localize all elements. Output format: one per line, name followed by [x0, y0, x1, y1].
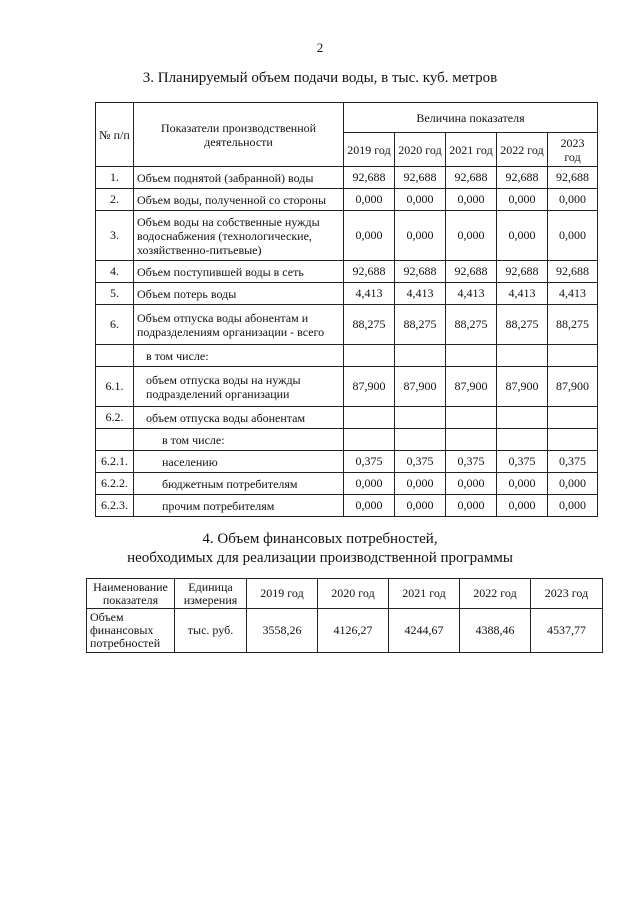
- row-value: 0,000: [548, 189, 598, 211]
- row-number: 6.2.1.: [96, 451, 134, 473]
- row-value: 4126,27: [318, 609, 389, 653]
- table-row: [96, 167, 598, 189]
- header-unit: Единица измерения: [175, 579, 247, 609]
- row-name: объем отпуска воды на нужды подразделений организации: [134, 367, 344, 407]
- row-value: 0,375: [344, 451, 395, 473]
- row-value: 0,375: [395, 451, 446, 473]
- row-value: 92,688: [548, 261, 598, 283]
- row-name: бюджетным потребителям: [134, 473, 344, 495]
- row-value: 0,000: [548, 211, 598, 261]
- row-value: 88,275: [446, 305, 497, 345]
- row-value: [446, 345, 497, 367]
- row-number: 6.2.2.: [96, 473, 134, 495]
- row-number: 4.: [96, 261, 134, 283]
- row-number: 2.: [96, 189, 134, 211]
- header-year: 2021 год: [389, 579, 460, 609]
- row-value: 92,688: [497, 167, 548, 189]
- row-value: 92,688: [395, 167, 446, 189]
- row-value: 4388,46: [460, 609, 531, 653]
- row-value: 0,375: [548, 451, 598, 473]
- row-value: 4,413: [395, 283, 446, 305]
- row-name: Объем поступившей воды в сеть: [134, 261, 344, 283]
- row-value: 92,688: [344, 167, 395, 189]
- table-row: [96, 495, 598, 517]
- row-value: 0,375: [497, 451, 548, 473]
- table-row: [96, 189, 598, 211]
- row-value: [344, 407, 395, 429]
- row-name: Объем отпуска воды абонентам и подразделениям организации - всего: [134, 305, 344, 345]
- row-value: 4537,77: [531, 609, 603, 653]
- row-value: 0,000: [497, 473, 548, 495]
- table-row: [96, 473, 598, 495]
- row-value: [446, 429, 497, 451]
- row-value: 0,000: [497, 211, 548, 261]
- row-number: [96, 345, 134, 367]
- row-value: [548, 429, 598, 451]
- section4-title: [0, 530, 640, 568]
- row-value: 92,688: [497, 261, 548, 283]
- row-value: 0,000: [497, 189, 548, 211]
- table-row: [96, 345, 598, 367]
- row-value: 0,000: [344, 473, 395, 495]
- table-row: [96, 429, 598, 451]
- header-indicators: Показатели производственной деятельности: [134, 103, 344, 167]
- row-number: 5.: [96, 283, 134, 305]
- row-value: 0,000: [446, 189, 497, 211]
- row-value: 4,413: [446, 283, 497, 305]
- row-value: [395, 345, 446, 367]
- table-row: [96, 451, 598, 473]
- row-value: 0,000: [446, 495, 497, 517]
- row-name: Объем поднятой (забранной) воды: [134, 167, 344, 189]
- row-value: 0,000: [395, 495, 446, 517]
- page-number: 2: [316, 40, 324, 55]
- row-value: 0,000: [395, 473, 446, 495]
- row-value: [548, 345, 598, 367]
- row-value: 88,275: [344, 305, 395, 345]
- water-supply-table: [95, 102, 598, 517]
- row-value: [497, 345, 548, 367]
- row-name: Объем воды на собственные нужды водоснабжения (технологические, хозяйственно-питьевые): [134, 211, 344, 261]
- row-value: 0,000: [548, 473, 598, 495]
- row-value: 0,000: [344, 189, 395, 211]
- row-name: Объем воды, полученной со стороны: [134, 189, 344, 211]
- row-value: 92,688: [395, 261, 446, 283]
- row-number: 6.2.3.: [96, 495, 134, 517]
- row-value: [395, 429, 446, 451]
- row-value: [344, 429, 395, 451]
- row-value: 87,900: [446, 367, 497, 407]
- row-name: Объем потерь воды: [134, 283, 344, 305]
- row-value: 4244,67: [389, 609, 460, 653]
- table-row: [96, 305, 598, 345]
- row-value: [497, 407, 548, 429]
- row-value: 0,000: [548, 495, 598, 517]
- table-row: [96, 211, 598, 261]
- header-year: 2022 год: [460, 579, 531, 609]
- table-row: [87, 609, 603, 653]
- row-number: 6.: [96, 305, 134, 345]
- row-name: в том числе:: [134, 345, 344, 367]
- row-value: 0,000: [395, 211, 446, 261]
- row-value: [395, 407, 446, 429]
- table-row: [96, 283, 598, 305]
- row-value: [344, 345, 395, 367]
- row-value: 0,000: [497, 495, 548, 517]
- header-value-group: Величина показателя: [344, 103, 598, 133]
- row-value: 0,000: [395, 189, 446, 211]
- row-value: 92,688: [344, 261, 395, 283]
- row-number: 6.1.: [96, 367, 134, 407]
- row-value: 92,688: [446, 261, 497, 283]
- table-row: [96, 367, 598, 407]
- row-value: 4,413: [497, 283, 548, 305]
- row-value: 0,000: [344, 211, 395, 261]
- header-year: 2019 год: [247, 579, 318, 609]
- row-number: 3.: [96, 211, 134, 261]
- row-value: 92,688: [446, 167, 497, 189]
- row-value: 3558,26: [247, 609, 318, 653]
- row-value: 4,413: [548, 283, 598, 305]
- row-value: 0,000: [344, 495, 395, 517]
- header-num: № п/п: [96, 103, 134, 167]
- row-name: Объем финансовых потребностей: [87, 609, 175, 653]
- header-year: 2021 год: [446, 133, 497, 167]
- row-unit: тыс. руб.: [175, 609, 247, 653]
- row-value: 0,375: [446, 451, 497, 473]
- row-name: объем отпуска воды абонентам: [134, 407, 344, 429]
- row-name: прочим потребителям: [134, 495, 344, 517]
- row-value: 87,900: [395, 367, 446, 407]
- table-row: [96, 261, 598, 283]
- section3-title: 3. Планируемый объем подачи воды, в тыс. куб. метров: [142, 70, 498, 86]
- row-value: 4,413: [344, 283, 395, 305]
- header-year: 2020 год: [318, 579, 389, 609]
- header-year: 2019 год: [344, 133, 395, 167]
- header-year: 2020 год: [395, 133, 446, 167]
- row-name: в том числе:: [134, 429, 344, 451]
- header-year: 2023 год: [531, 579, 603, 609]
- financial-needs-table: [86, 578, 603, 653]
- row-value: 88,275: [548, 305, 598, 345]
- row-number: 6.2.: [96, 407, 134, 429]
- row-value: 87,900: [497, 367, 548, 407]
- section4-title-line2: необходимых для реализации производственной программы: [127, 550, 513, 566]
- row-number: [96, 429, 134, 451]
- header-name: Наименование показателя: [87, 579, 175, 609]
- row-value: 88,275: [497, 305, 548, 345]
- row-value: 87,900: [344, 367, 395, 407]
- row-value: 87,900: [548, 367, 598, 407]
- row-value: [446, 407, 497, 429]
- row-value: 88,275: [395, 305, 446, 345]
- header-year: 2023 год: [548, 133, 598, 167]
- header-year: 2022 год: [497, 133, 548, 167]
- section4-title-line1: 4. Объем финансовых потребностей,: [202, 531, 438, 547]
- row-value: 0,000: [446, 473, 497, 495]
- row-value: [497, 429, 548, 451]
- row-number: 1.: [96, 167, 134, 189]
- row-value: [548, 407, 598, 429]
- row-value: 92,688: [548, 167, 598, 189]
- row-name: населению: [134, 451, 344, 473]
- table-row: [96, 407, 598, 429]
- row-value: 0,000: [446, 211, 497, 261]
